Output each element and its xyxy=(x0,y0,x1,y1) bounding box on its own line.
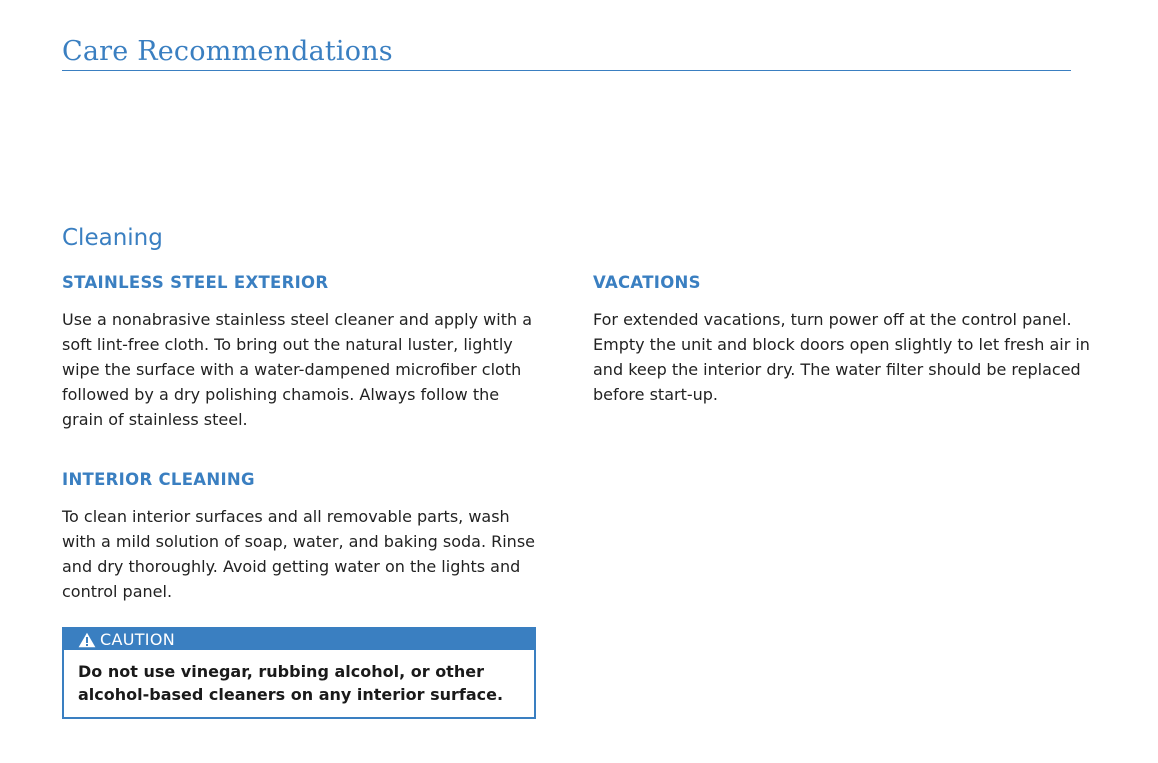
stainless-steel-text: Use a nonabrasive stainless steel cleaner and apply with a soft lint-free cloth. To bring out the natural luster, lightly wipe the surface with a water-dampened microfiber cloth followed by a dry polishing chamois. Always follow the grain of stainless steel. xyxy=(62,310,533,429)
caution-label: CAUTION xyxy=(100,630,175,649)
warning-triangle-icon xyxy=(78,632,96,648)
vacations-text: For extended vacations, turn power off at the control panel. Empty the unit and block doors open slightly to let fresh air in and keep the interior dry. The water filter should be replaced before start-up. xyxy=(593,310,1090,404)
caution-box xyxy=(62,627,536,719)
stainless-steel-heading: STAINLESS STEEL EXTERIOR xyxy=(62,273,329,292)
caution-text: Do not use vinegar, rubbing alcohol, or other alcohol-based cleaners on any interior surface. xyxy=(78,662,504,704)
interior-cleaning-text: To clean interior surfaces and all removable parts, wash with a mild solution of soap, water, and baking soda. Rinse and dry thoroughly. Avoid getting water on the lights and control panel. xyxy=(62,507,535,601)
interior-cleaning-heading: INTERIOR CLEANING xyxy=(62,470,255,489)
page-title: Care Recommendations xyxy=(62,36,393,67)
section-heading-cleaning: Cleaning xyxy=(62,225,163,251)
vacations-heading: VACATIONS xyxy=(593,273,701,292)
caution-header xyxy=(64,629,534,650)
title-divider xyxy=(62,70,1071,71)
